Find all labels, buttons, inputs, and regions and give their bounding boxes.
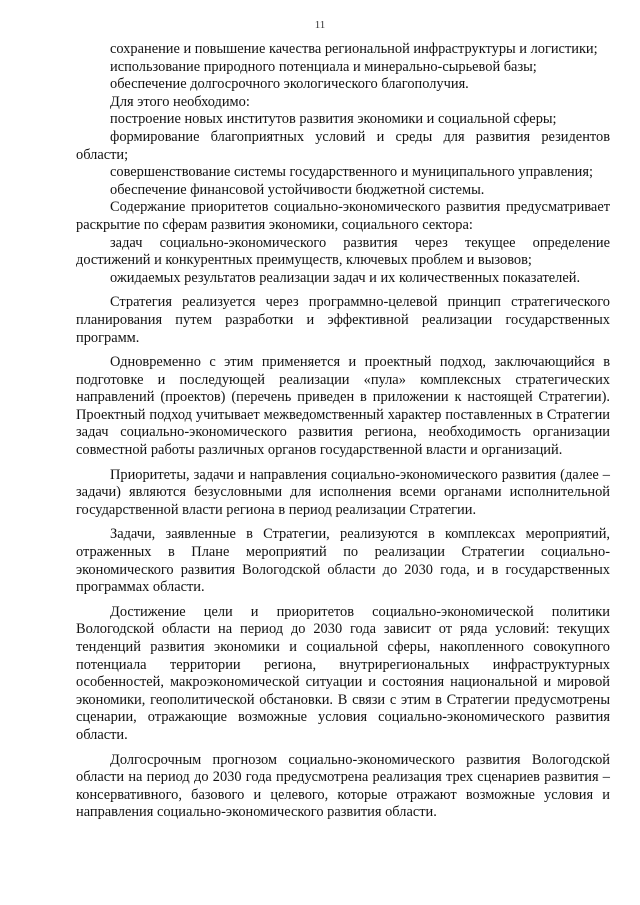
- paragraph: Одновременно с этим применяется и проектный подход, заключающийся в подготовке и последующей реализации «пула» комплексных стратегических направлений (проектов) (перечень приведен в приложении к настоящей Стратегии). Проектный подход учитывает межведомственный характер поставленных в Стратегии задач социально-экономического развития региона, необходимость организации совместной работы различных органов государственной власти и организаций.: [76, 354, 610, 459]
- paragraph: совершенствование системы государственного и муниципального управления;: [110, 164, 593, 181]
- paragraph: Для этого необходимо:: [110, 93, 250, 110]
- paragraph: построение новых институтов развития экономики и социальной сферы;: [110, 111, 557, 128]
- page-number: 11: [314, 19, 326, 31]
- paragraph: задач социально-экономического развития через текущее определение достижений и конкурентных преимуществ, ключевых проблем и вызовов;: [76, 234, 610, 269]
- document-body: [76, 41, 610, 822]
- paragraph: использование природного потенциала и минерально-сырьевой базы;: [110, 58, 537, 75]
- paragraph: Достижение цели и приоритетов социально-экономической политики Вологодской области на период до 2030 года зависит от ряда условий: текущих тенденций развития экономики и социальной сферы, накопленного совокупного потенциала территории региона, внутрирегиональных инфраструктурных особенностей, макроэкономической ситуации и состояния национальной и мировой экономики, геополитической обстановки. В связи с этим в Стратегии предусмотрены сценарии, отражающие возможные условия социально-экономического развития области.: [76, 603, 610, 743]
- paragraph: формирование благоприятных условий и среды для развития резидентов области;: [76, 128, 610, 163]
- paragraph: Стратегия реализуется через программно-целевой принцип стратегического планирования путем разработки и эффективной реализации государственных программ.: [76, 294, 610, 346]
- paragraph: Содержание приоритетов социально-экономического развития предусматривает раскрытие по сферам развития экономики, социального сектора:: [76, 199, 610, 233]
- paragraph: ожидаемых результатов реализации задач и их количественных показателей.: [110, 269, 581, 286]
- paragraph: Приоритеты, задачи и направления социально-экономического развития (далее – задачи) являются безусловными для исполнения всеми органами исполнительной государственной власти региона в период реализации Стратегии.: [76, 466, 610, 518]
- paragraph: Долгосрочным прогнозом социально-экономического развития Вологодской области на период до 2030 года предусмотрена реализация трех сценариев развития – консервативного, базового и целевого, которые отражают возможные условия и направления социально-экономического развития области.: [76, 751, 610, 821]
- paragraph: обеспечение долгосрочного экологического благополучия.: [110, 76, 469, 93]
- paragraph: Задачи, заявленные в Стратегии, реализуются в комплексах мероприятий, отраженных в Плане мероприятий по реализации Стратегии социально-экономического развития Вологодской области до 2030 года, и в государственных программах области.: [76, 526, 610, 596]
- paragraph: сохранение и повышение качества региональной инфраструктуры и логистики;: [110, 41, 598, 57]
- paragraph: обеспечение финансовой устойчивости бюджетной системы.: [110, 181, 485, 198]
